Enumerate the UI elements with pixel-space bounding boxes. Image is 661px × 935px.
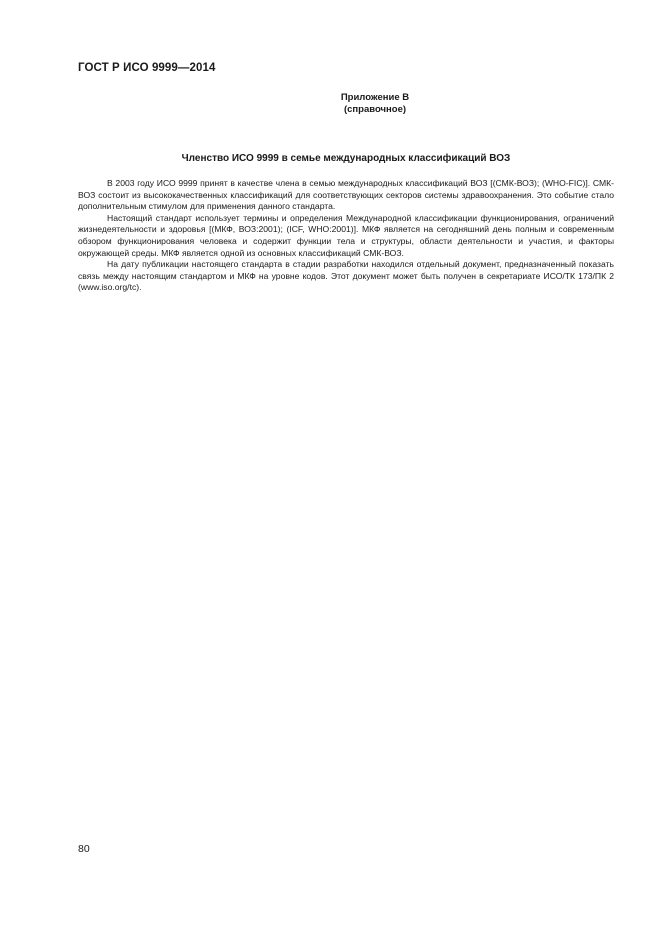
paragraph-2: Настоящий стандарт использует термины и определения Международной классификации функционирования, ограничений жизнедеятельности и здоровья [(МКФ, ВОЗ:2001); (ICF, WHO:2001)]. МКФ является на сегодняшний день полным и современным обзором функционирования человека и содержит функции тела и структуры, области деятельности и участия, и факторы окружающей среды. МКФ является одной из основных классификаций СМК-ВОЗ. — [78, 212, 614, 258]
document-header-id: ГОСТ Р ИСО 9999—2014 — [78, 62, 216, 74]
annex-subtitle: (справочное) — [343, 104, 407, 115]
paragraph-1: В 2003 году ИСО 9999 принят в качестве члена в семью международных классификаций ВОЗ [(СМК-ВОЗ); (WHO-FIC)]. СМК-ВОЗ состоит из высококачественных классификаций для соответствующих секторов системы здравоохранения. Это событие стало дополнительным стимулом для применения данного стандарта. — [78, 178, 614, 212]
page-number: 80 — [78, 843, 90, 855]
body-text — [78, 178, 614, 294]
section-title: Членство ИСО 9999 в семье международных классификаций ВОЗ — [181, 153, 511, 164]
paragraph-3: На дату публикации настоящего стандарта в стадии разработки находился отдельный документ, предназначенный показать связь между настоящим стандартом и МКФ на уровне кодов. Этот документ может быть получен в секретариате ИСО/ТК 173/ПК 2 (www.iso.org/tc). — [78, 259, 614, 293]
annex-title: Приложение В — [340, 92, 410, 103]
